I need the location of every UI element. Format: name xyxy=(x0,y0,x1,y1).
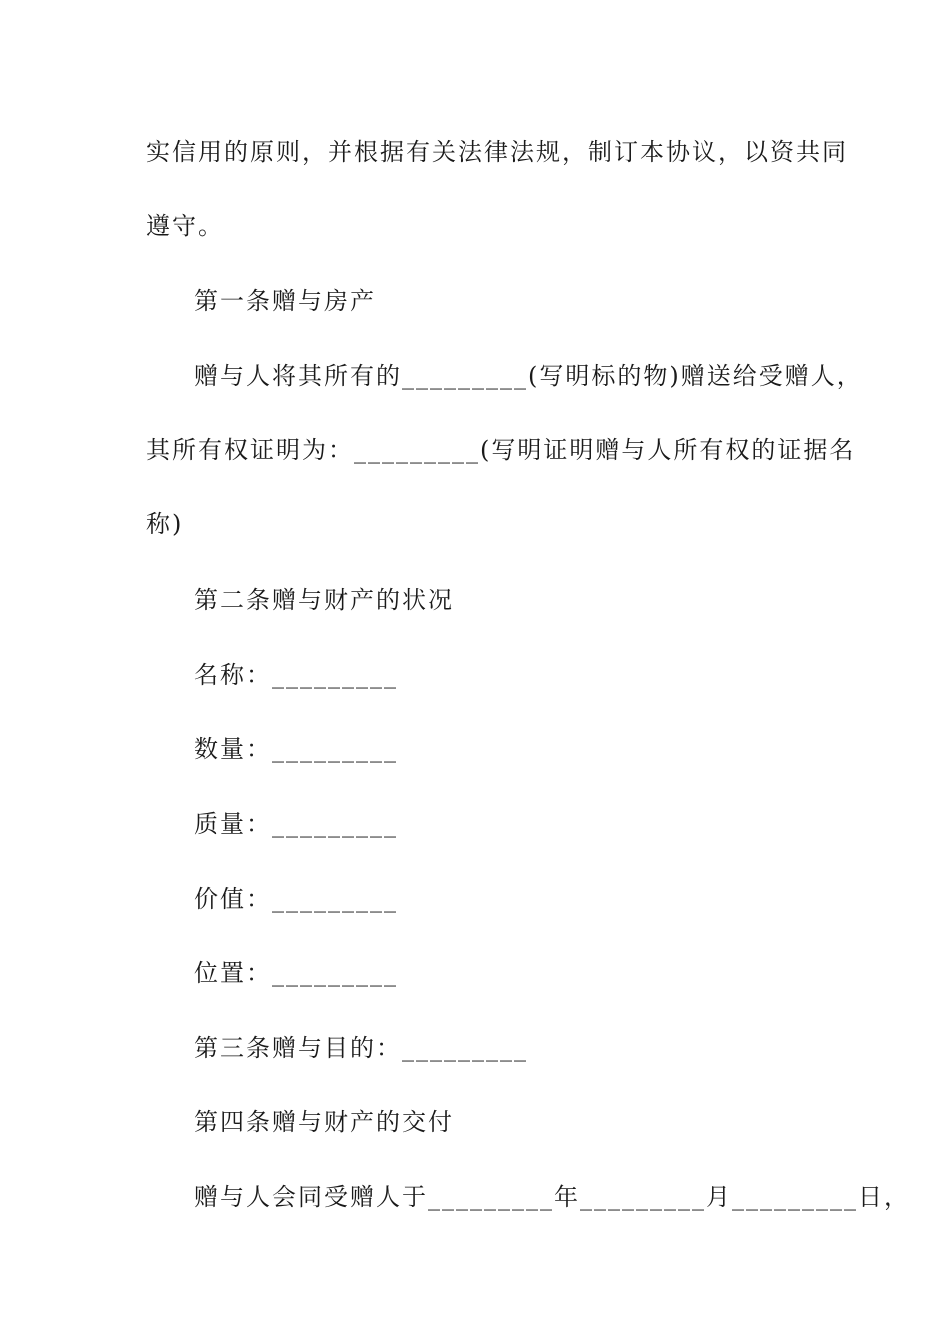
field-line-value: 价值：_________ xyxy=(194,885,398,913)
paragraph-line: 其所有权证明为：_________(写明证明赠与人所有权的证据名 xyxy=(146,436,856,464)
field-line-name: 名称：_________ xyxy=(194,661,398,689)
field-line-location: 位置：_________ xyxy=(194,959,398,987)
paragraph-line: 赠与人会同受赠人于_________年_________月_________日， xyxy=(194,1183,910,1211)
field-line-quantity: 数量：_________ xyxy=(194,735,398,763)
paragraph-line: 遵守。 xyxy=(146,212,224,240)
article-heading: 第四条赠与财产的交付 xyxy=(194,1108,454,1136)
article-heading: 第一条赠与房产 xyxy=(194,287,376,315)
article-heading: 第二条赠与财产的状况 xyxy=(194,586,454,614)
field-line-quality: 质量：_________ xyxy=(194,810,398,838)
paragraph-line: 称) xyxy=(146,510,184,538)
paragraph-line: 赠与人将其所有的_________(写明标的物)赠送给受赠人， xyxy=(194,362,863,390)
paragraph-line: 实信用的原则，并根据有关法律法规，制订本协议，以资共同 xyxy=(146,138,848,166)
article-heading: 第三条赠与目的：_________ xyxy=(194,1034,528,1062)
